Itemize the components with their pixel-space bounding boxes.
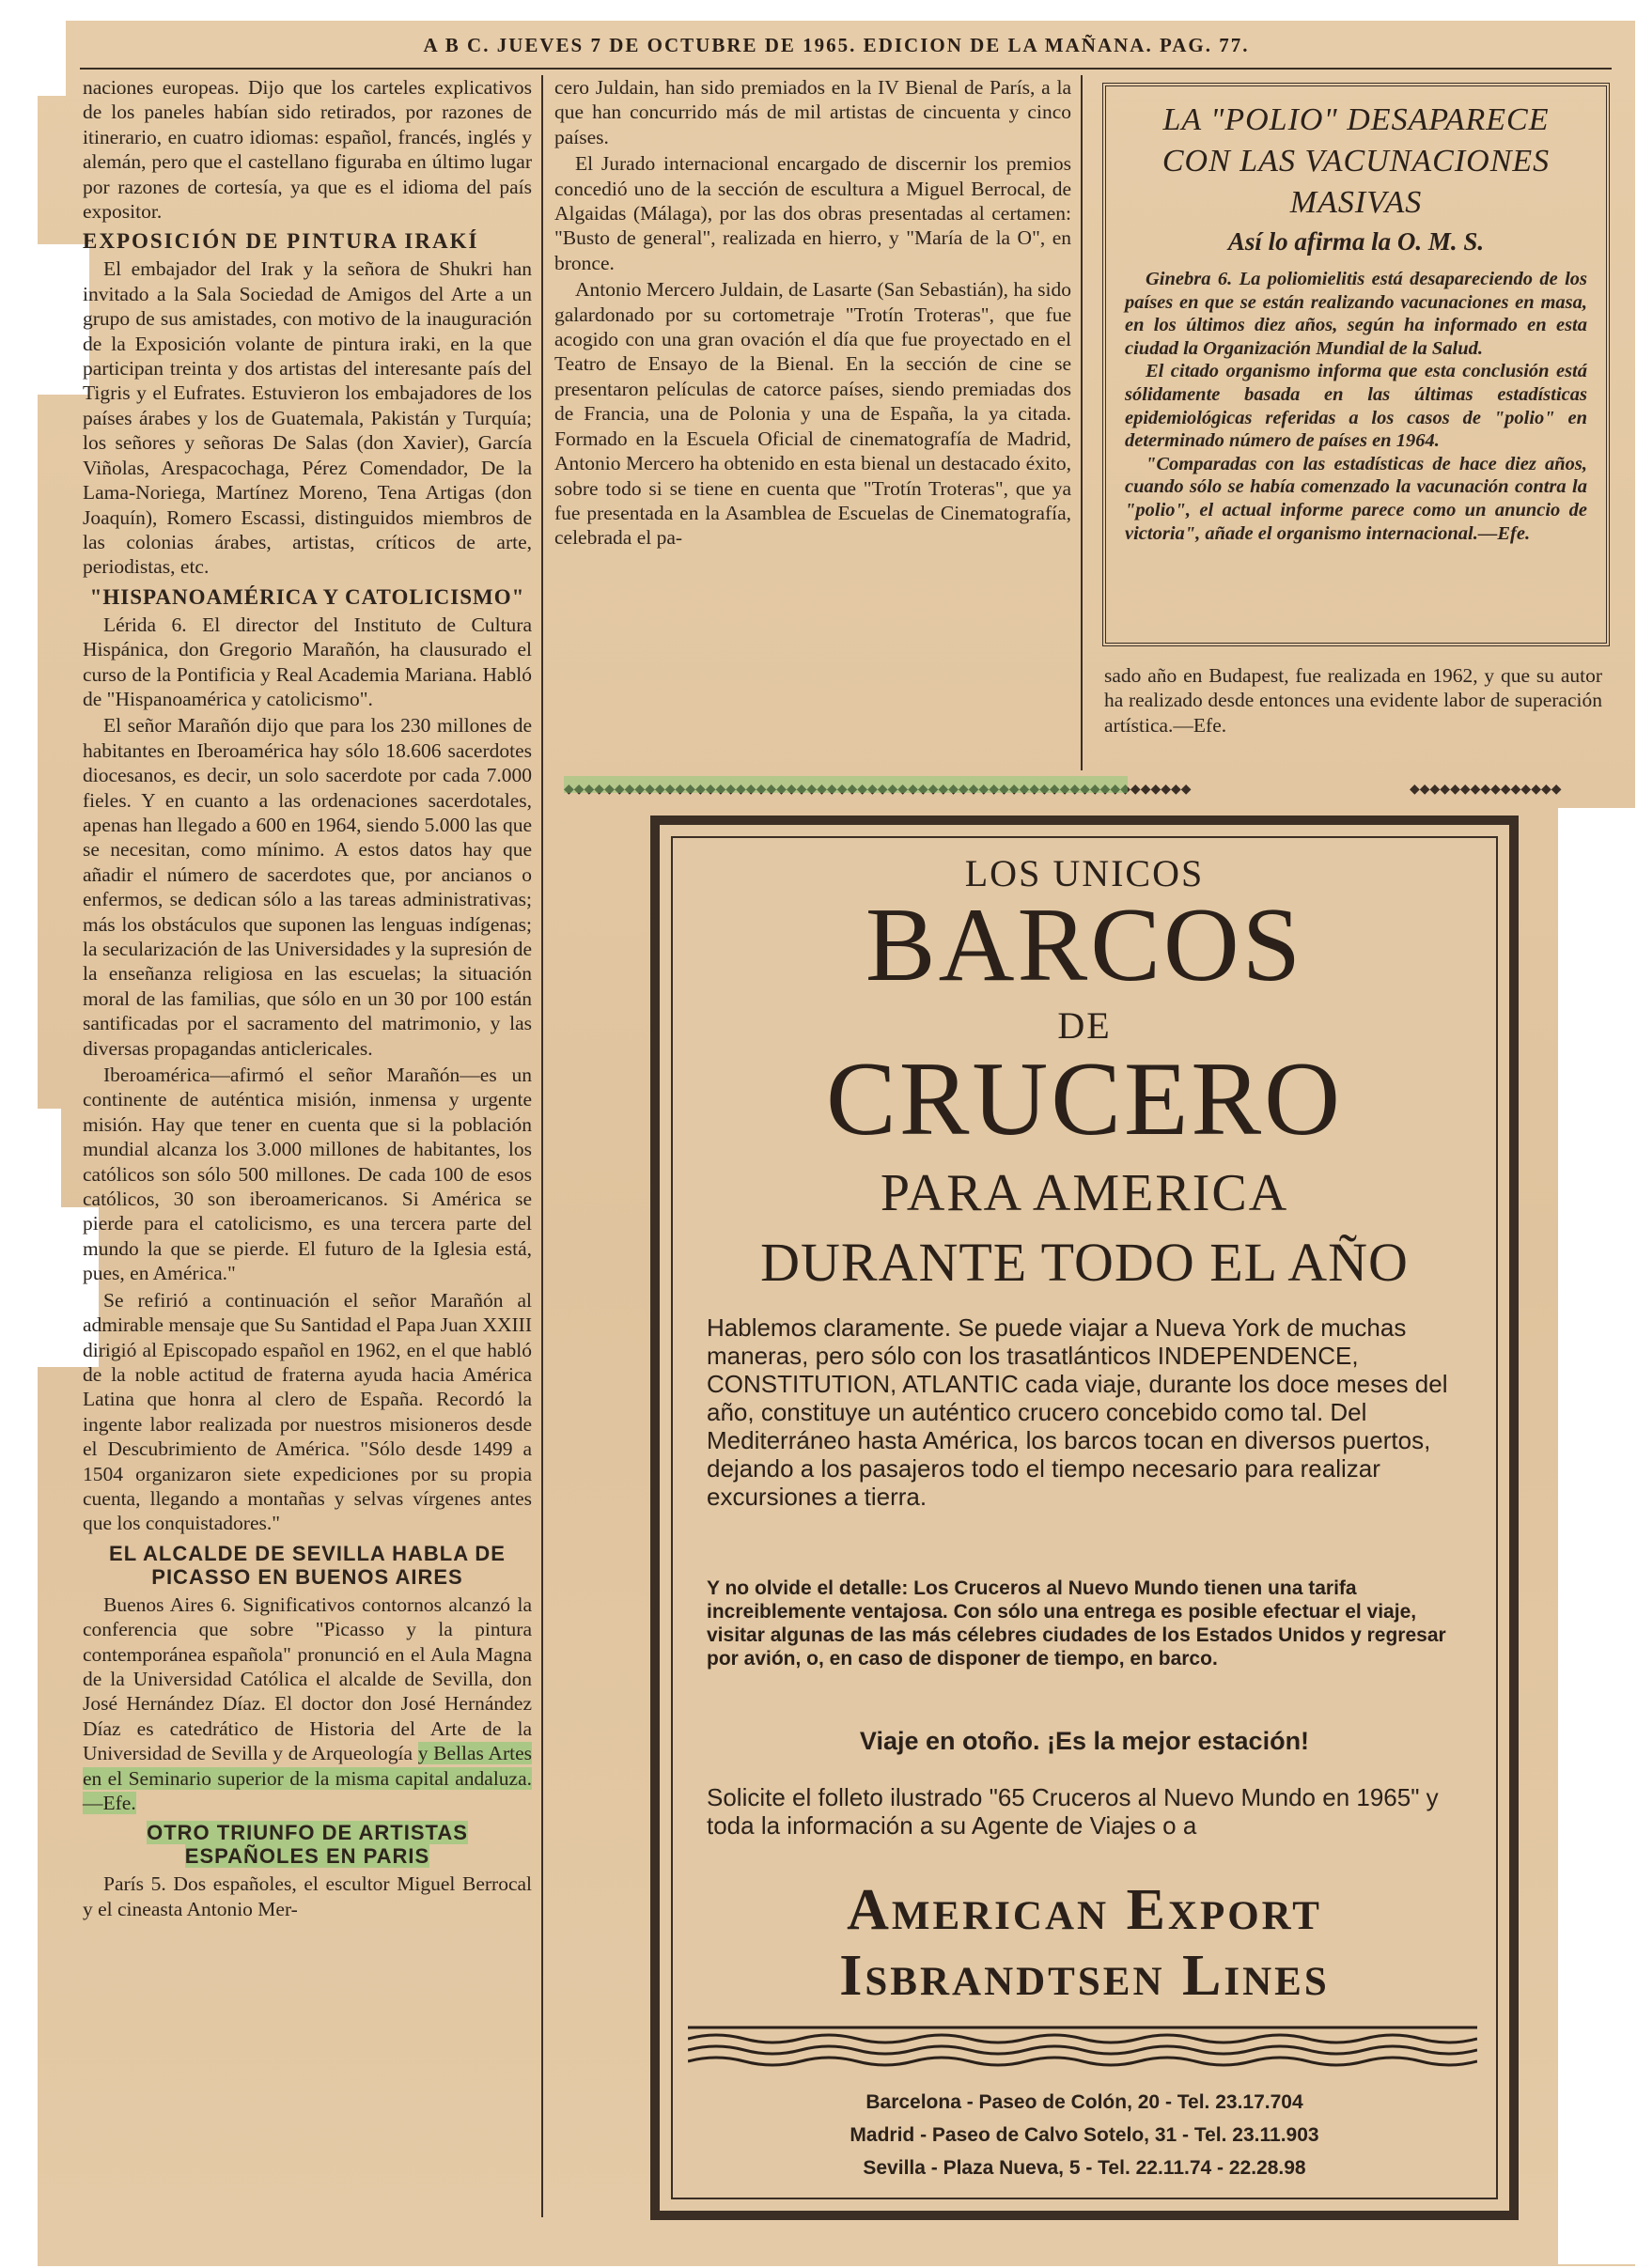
wave-ornament-icon — [688, 2018, 1477, 2074]
ornamental-divider: ◆◆◆◆◆◆◆◆◆◆◆◆◆◆◆◆◆◆◆◆◆◆◆◆◆◆◆◆◆◆◆◆◆◆◆◆◆◆◆◆◆◆◆◆◆◆◆◆◆◆◆◆◆◆◆◆◆◆◆◆◆◆ — [564, 783, 1192, 797]
ad-brochure-text: Solicite el folleto ilustrado "65 Cruceros al Nuevo Mundo en 1965" y toda la información a su Agente de Viajes o a — [707, 1783, 1439, 1840]
ad-line-crucero: CRUCERO — [826, 1041, 1343, 1157]
column-rule — [541, 75, 543, 2217]
ad-address-sevilla: Sevilla - Plaza Nueva, 5 - Tel. 22.11.74 - 22.28.98 — [863, 2157, 1306, 2179]
ad-addresses — [660, 2086, 1509, 2184]
advertisement-frame — [650, 816, 1519, 2220]
ad-detail-text: Y no olvide el detalle: Los Cruceros al Nuevo Mundo tienen una tarifa increiblemente ventajosa. Con sólo una entrega es posible efectuar el viaje, visitar algunas de las más célebres ciudades de los Estados Unidos y regresar por avión, o, en caso de disponer de tiempo, en barco. — [707, 1577, 1446, 1670]
torn-edge — [38, 1109, 61, 1212]
ad-brand-isbrandtsen-lines: Isbrandtsen Lines — [839, 1944, 1330, 2008]
polio-headline: LA "POLIO" DESAPARECE CON LAS VACUNACIONES MASIVAS — [1161, 102, 1551, 220]
page-header: A B C. JUEVES 7 DE OCTUBRE DE 1965. EDICION DE LA MAÑANA. PAG. 77. — [423, 34, 1250, 56]
column-2 — [554, 75, 1071, 552]
highlight-mark — [564, 776, 1128, 793]
ad-brand-american-export: American Export — [847, 1878, 1322, 1942]
article-paragraph: naciones europeas. Dijo que los carteles explicativos de los paneles habían sido retirados, por razones de itinerario, en cuatro idiomas: español, francés, inglés y alemán, pero que el castellano figuraba en último lugar por razones de cortesía, ya que es el idioma del país expositor. — [83, 76, 532, 224]
ornamental-divider: ◆◆◆◆◆◆◆◆◆◆◆◆◆◆◆ — [1410, 783, 1562, 797]
article-paragraph: El señor Marañón dijo que para los 230 millones de habitantes en Iberoamérica hay sólo 18.606 sacerdotes diocesanos, es decir, un solo sacerdote por cada 7.000 fieles. Y en cuanto a las ordenaciones sacerdotales, apenas han llegado a 600 en 1964, siendo 5.000 las que se necesitan, como mínimo. A estos datos hay que añadir el número de sacerdotes que, por ancianos o enfermos, se dedican sólo a las tareas administrativas; más los obstáculos que suponen las lenguas indígenas; la secularización de las Universidades y la supresión de la enseñanza religiosa en las escuelas; la situación moral de las familias, que sólo en un 30 por 100 están santificadas por el sacramento del matrimonio, y las diversas propagandas anticlericales. — [83, 714, 532, 1060]
column-1 — [83, 75, 532, 1923]
ad-line-de: DE — [1057, 1004, 1112, 1047]
header-rule — [80, 68, 1612, 70]
ad-body-text: Hablemos claramente. Se puede viajar a Nueva York de muchas maneras, pero sólo con los trasatlánticos INDEPENDENCE, CONSTITUTION, ATLANTIC cada viaje, durante los doce meses del año, constituye un auténtico crucero concebido como tal. Del Mediterráneo hasta América, los barcos tocan en diversos puertos, dejando a los pasajeros todo el tiempo necesario para realizar excursiones a tierra. — [707, 1313, 1448, 1511]
background-margin — [1558, 808, 1637, 2264]
article-paragraph: El Jurado internacional encargado de discernir los premios concedió uno de la sección de escultura a Miguel Berrocal, de Algaidas (Málaga), por las dos obras presentadas al certamen: "Busto de general", realizada en hierro, y "María de la O", en bronce. — [554, 152, 1071, 274]
headline-irak: EXPOSICIÓN DE PINTURA IRAKÍ — [83, 229, 479, 254]
ad-slogan: Viaje en otoño. ¡Es la mejor estación! — [859, 1727, 1310, 1755]
headline-triunfo-paris — [83, 1821, 532, 1868]
article-paragraph: sado año en Budapest, fue realizada en 1962, y que su autor ha realizado desde entonces una evidente labor de superación artística.—Efe. — [1104, 664, 1602, 737]
article-paragraph: El embajador del Irak y la señora de Shukri han invitado a la Sala Sociedad de Amigos del Arte a un grupo de sus amistades, con motivo de la inauguración de la Exposición volante de pintura iraki, en la que participan treinta y dos artistas del interesante país del Tigris y el Eufrates. Estuvieron los embajadores de los países árabes y los de Guatemala, Pakistán y Turquía; los señores y señoras De Salas (don Xavier), García Viñolas, Arespacochaga, Pérez Comendador, De la Lama-Noriega, Martínez Moreno, Tena Artigas (don Joaquín), Romero Escassi, distinguidos miembros de las colonias árabes, artistas, críticos de arte, periodistas, etc. — [83, 257, 532, 579]
article-paragraph: Se refirió a continuación el señor Marañón al admirable mensaje que Su Santidad el Papa Juan XXIII dirigió al Episcopado español en 1962, en el que habló de la noble actitud de fraterna ayuda hacia América Latina que honra al clero de España. Recordó la ingente labor realizada por nuestros misioneros desde el Descubrimiento de América. "Sólo desde 1499 a 1504 organizaron siete expediciones por su propia cuenta, llegando a montañas y selvas vírgenes antes que los conquistadores." — [83, 1288, 532, 1535]
article-paragraph: Lérida 6. El director del Instituto de Cultura Hispánica, don Gregorio Marañón, ha clausurado el curso de la Pontificia y Real Academia Mariana. Habló de "Hispanoamérica y catolicismo". — [83, 613, 532, 710]
advertisement — [660, 825, 1509, 2211]
ad-line-todo-el-ano: DURANTE TODO EL AÑO — [760, 1232, 1409, 1293]
polio-paragraph: El citado organismo informa que esta conclusión está sólidamente basada en las últimas estadísticas epidemiológicas referidas a los casos de "polio" en determinado número de países en 1964. — [1125, 361, 1587, 452]
article-paragraph: cero Juldain, han sido premiados en la IV Bienal de París, a la que han concurrido más de mil artistas de cincuenta y cinco países. — [554, 76, 1071, 148]
headline-alcalde-sevilla: EL ALCALDE DE SEVILLA HABLA DE PICASSO EN BUENOS AIRES — [109, 1541, 506, 1589]
ad-address-madrid: Madrid - Paseo de Calvo Sotelo, 31 - Tel. 23.11.903 — [850, 2124, 1319, 2146]
ad-address-barcelona: Barcelona - Paseo de Colón, 20 - Tel. 23.17.704 — [865, 2091, 1303, 2113]
column-3-tail — [1104, 663, 1602, 739]
ad-line-los-unicos: LOS UNICOS — [964, 852, 1205, 894]
article-paragraph: Iberoamérica—afirmó el señor Marañón—es un continente de auténtica misión, inmensa y urgente misión. Hay que tener en cuenta que si la población mundial alcanza los 3.000 millones de habitantes, los católicos son sólo 500 millones. De cada 100 de esos católicos, 30 son iberoamericanos. Si América se pierde para el catolicismo, es una tercera parte del mundo la que se pierde. El futuro de la Iglesia está, pues, en América." — [83, 1064, 532, 1285]
ad-line-para-america: PARA AMERICA — [880, 1164, 1289, 1222]
polio-subtitle: Así lo afirma la O. M. S. — [1227, 227, 1485, 256]
article-paragraph: París 5. Dos españoles, el escultor Miguel Berrocal y el cineasta Antonio Mer- — [83, 1872, 532, 1920]
torn-edge — [38, 21, 66, 96]
headline-hispanoamerica: "HISPANOAMÉRICA Y CATOLICISMO" — [89, 584, 525, 609]
torn-edge — [38, 244, 89, 395]
polio-paragraph: Ginebra 6. La poliomielitis está desapareciendo de los países en que se están realizando vacunaciones en masa, en los últimos diez años, según ha informado en esta ciudad la Organización Mundial de la Salud. — [1125, 269, 1587, 359]
column-rule — [1081, 75, 1083, 770]
polio-paragraph: "Comparadas con las estadísticas de hace diez años, cuando sólo se había comenzado la vacunación contra la "polio", el actual informe parece como un anuncio de victoria", añade el organismo internacional.—Efe. — [1125, 453, 1587, 544]
highlighted-text: y Bellas Artes en el Seminario superior de la misma capital andaluza.—Efe. — [83, 1742, 533, 1814]
article-paragraph: Antonio Mercero Juldain, de Lasarte (San Sebastián), ha sido galardonado por su cortometraje "Trotín Troteras", que fue acogido con una gran ovación el día que fue proyectado en el Teatro de Ensayo de la Bienal. En la sección de cine se presentaron películas de catorce países, siendo premiadas dos de Francia, una de Polonia y una de España, la ya citada. Formado en la Escuela Oficial de cinematografía de Madrid, Antonio Mercero ha obtenido en esta bienal un destacado éxito, sobre todo si se tiene en cuenta que "Trotín Troteras", que ya fue presentada en la Asamblea de Escuelas de Cinematografía, celebrada el pa- — [554, 278, 1071, 550]
highlighted-headline: OTRO TRIUNFO DE ARTISTAS ESPAÑOLES EN PARIS — [147, 1821, 468, 1869]
ad-line-barcos: BARCOS — [865, 887, 1304, 1003]
article-paragraph — [83, 1592, 532, 1816]
polio-article-box — [1102, 83, 1610, 646]
article-text: Buenos Aires 6. Significativos contornos alcanzó la conferencia que sobre "Picasso y la pintura contemporánea española" pronunció en el Aula Magna de la Universidad Católica el alcalde de Sevilla, don José Hernández Díaz. El doctor don José Hernández Díaz es catedrático de Historia del Arte de la Universidad de Sevilla y de Arqueología — [83, 1592, 532, 1765]
